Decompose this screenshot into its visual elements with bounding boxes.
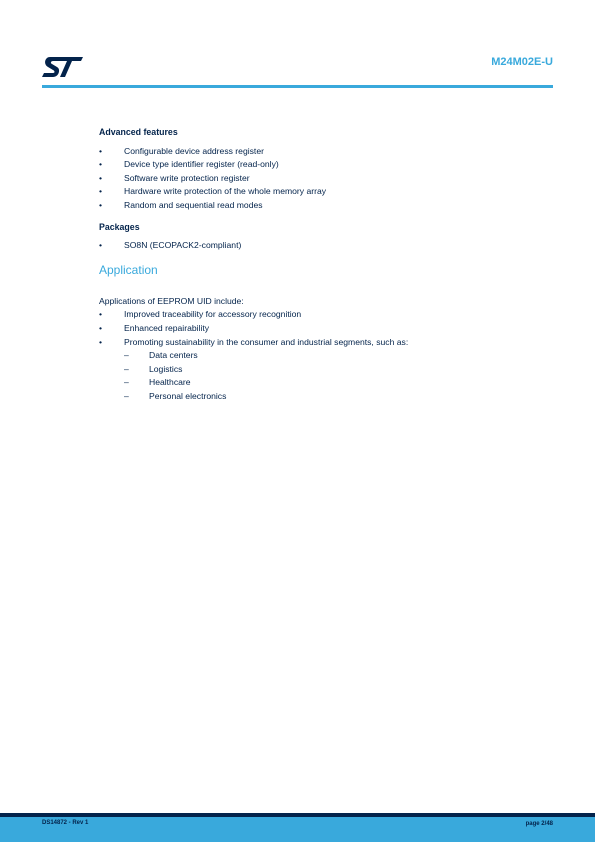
footer-page-number: page 2/48 bbox=[525, 821, 553, 827]
list-item: • Improved traceability for accessory recognition bbox=[99, 308, 539, 322]
packages-heading: Packages bbox=[99, 221, 140, 232]
sub-list-item: – Logistics bbox=[124, 363, 539, 377]
list-item: • Software write protection register bbox=[99, 172, 539, 186]
advanced-features-heading: Advanced features bbox=[99, 127, 178, 137]
st-logo-icon bbox=[42, 56, 84, 78]
sub-list-item: – Data centers bbox=[124, 349, 539, 363]
sub-list-item: – Healthcare bbox=[124, 376, 539, 390]
page-content bbox=[99, 126, 539, 404]
sub-list-item: – Personal electronics bbox=[124, 390, 539, 404]
application-intro: Applications of EEPROM UID include: bbox=[99, 295, 244, 306]
application-heading: Application bbox=[99, 262, 158, 277]
header-rule bbox=[42, 85, 553, 88]
application-list bbox=[99, 308, 539, 403]
list-item: • SO8N (ECOPACK2-compliant) bbox=[99, 239, 539, 253]
footer-band bbox=[0, 817, 595, 842]
document-title: M24M02E-U bbox=[491, 56, 553, 68]
list-item bbox=[99, 336, 539, 404]
application-sub-list bbox=[124, 349, 539, 403]
list-item: • Random and sequential read modes bbox=[99, 199, 539, 213]
list-item: • Configurable device address register bbox=[99, 145, 539, 159]
packages-list bbox=[99, 239, 539, 253]
list-item: • Enhanced repairability bbox=[99, 322, 539, 336]
list-item-text: Promoting sustainability in the consumer and industrial segments, such as: bbox=[124, 336, 409, 347]
list-item: • Hardware write protection of the whole memory array bbox=[99, 185, 539, 199]
list-item: • Device type identifier register (read-only) bbox=[99, 158, 539, 172]
advanced-features-list bbox=[99, 145, 539, 213]
footer-doc-ref: DS14872 - Rev 1 bbox=[42, 820, 89, 826]
